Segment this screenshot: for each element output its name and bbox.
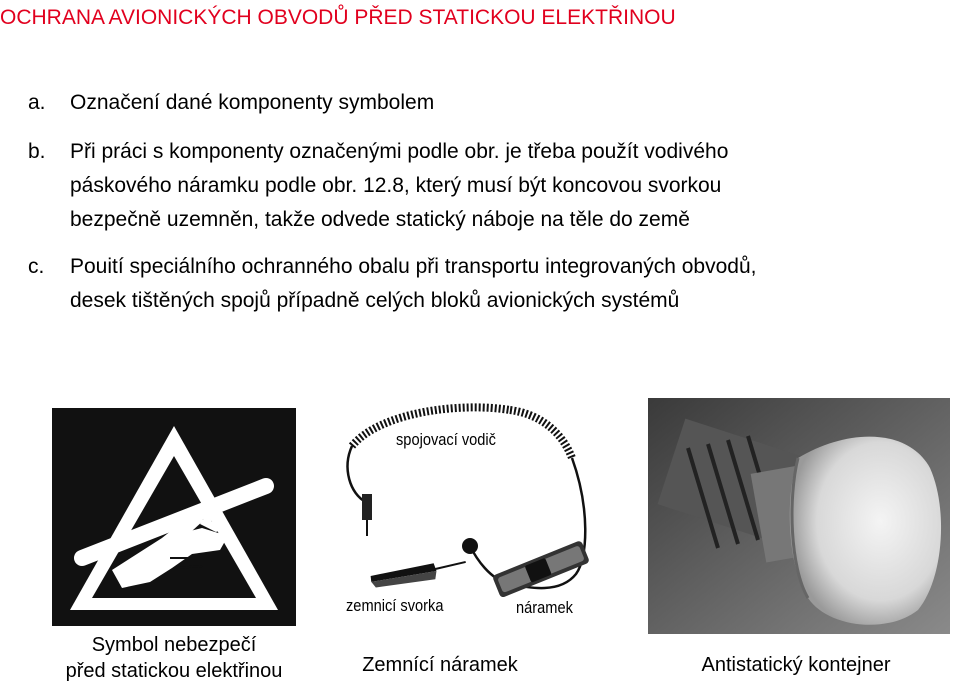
caption-line: před statickou elektřinou [65,660,283,682]
item-line: bezpečně uzemněn, takže odvede statický náboje na těle do země [70,208,690,231]
list-item-b [28,135,958,237]
item-line: Označení dané komponenty symbolem [70,91,435,114]
page-title: OCHRANA AVIONICKÝCH OBVODŮ PŘED STATICKOU ELEKTŘINOU [0,6,676,29]
item-text [70,86,958,120]
item-text [70,250,958,318]
list-item-a [28,86,958,120]
symbol-caption [40,632,308,684]
caption-line: Symbol nebezpečí [91,634,257,656]
clip-label: zemnicí svorka [346,596,444,615]
antistatic-container-figure [648,398,950,634]
list-item-c [28,250,958,318]
container-caption: Antistatický kontejner [701,654,891,676]
cord-label: spojovací vodič [396,430,496,449]
item-marker: a. [28,91,46,114]
esd-warning-symbol-icon [52,408,296,626]
esd-symbol-figure [52,408,296,626]
wrist-strap-figure [340,398,600,624]
item-line: Pouití speciálního ochranného obalu při transportu integrovaných obvodů, [70,255,757,278]
item-marker: b. [28,140,46,163]
item-text [70,135,958,237]
item-line: páskového náramku podle obr. 12.8, který musí být koncovou svorkou [70,174,722,197]
item-line: Při práci s komponenty označenými podle obr. je třeba použít vodivého [70,140,729,163]
wrist-strap-caption: Zemnící náramek [362,654,518,676]
item-marker: c. [28,255,45,278]
item-line: desek tištěných spojů případně celých bloků avionických systémů [70,289,680,312]
strap-label: náramek [516,598,573,617]
antistatic-container-photo-icon [648,398,950,634]
